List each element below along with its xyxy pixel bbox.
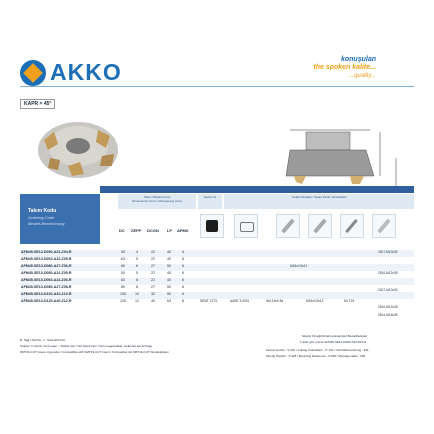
part-2: AM-16x0.5d	[266, 299, 284, 303]
row-z: 5	[136, 271, 138, 275]
dims-header-sub: Dimensions (mm) / Abmessung (mm)	[132, 199, 182, 203]
row-dc: 125	[120, 299, 126, 303]
dims-header	[118, 194, 196, 209]
insert-header: Kesici Uç	[198, 194, 222, 209]
ordering-code-sub2: Bestell-Bezeichnung	[28, 221, 65, 226]
row-lf: 40	[167, 278, 171, 282]
row-dcon: 27	[151, 264, 155, 268]
ordering-code-title: Takım Kodu	[28, 208, 57, 214]
row-dcon: 40	[151, 299, 155, 303]
row-code: AFM45-SE13-D050-A22-Z05-R	[21, 271, 72, 275]
row-z: 10	[135, 292, 139, 296]
row-apmx: 6	[182, 271, 184, 275]
row-lf: 50	[167, 264, 171, 268]
row-lf: 63	[167, 299, 171, 303]
row-dcon: 32	[151, 292, 155, 296]
row-apmx: 6	[182, 299, 184, 303]
row-z: 6	[136, 278, 138, 282]
row-dcon: 22	[151, 271, 155, 275]
insert-code: SEMT 13T3..	[200, 299, 219, 303]
header-rule	[20, 86, 414, 87]
screw-3: 2407-M10x30	[378, 288, 398, 292]
row-dcon: 22	[151, 257, 155, 261]
header-band	[100, 186, 414, 193]
row-lf: 40	[167, 271, 171, 275]
row-z: 5	[136, 257, 138, 261]
footer-example-title: Sipariş Örneği/Ordering Example/ Bestellbeispiel	[302, 334, 367, 338]
bolt-icon	[372, 214, 396, 238]
slogan-line2: the spoken kalite...	[313, 64, 376, 71]
screw-1: 2407-M10x30	[378, 250, 398, 254]
key-icon	[340, 214, 364, 238]
row-dc: 50	[121, 271, 125, 275]
ordering-code-sub1: Ordering Code	[28, 215, 55, 220]
col-dc: DC	[119, 228, 125, 233]
row-dcon: 22	[151, 278, 155, 282]
row-code: AFM45-SE13-D125-A40-Z12-R	[21, 299, 72, 303]
table-row[interactable]	[20, 250, 414, 257]
row-dc: 63	[121, 278, 125, 282]
brand-mark-icon	[20, 60, 46, 86]
cutter-image	[28, 110, 128, 182]
row-lf: 40	[167, 250, 171, 254]
slogan-line1: konuşulan	[340, 56, 376, 63]
slogan-line3: ...quality...	[349, 73, 376, 79]
part-3: M15x0.5x12	[306, 299, 324, 303]
col-lf: LF	[167, 228, 172, 233]
part-5: M15x0.5x11	[290, 264, 308, 268]
brand-logo	[20, 59, 122, 86]
row-apmx: 6	[182, 257, 184, 261]
table-row[interactable]	[20, 278, 414, 285]
row-code: AFM45-SE13-D063-A22-Z05-R	[21, 257, 72, 261]
row-code: AFM45-SE13-D080-A27-Z08-R	[21, 285, 72, 289]
row-z: 8	[136, 285, 138, 289]
row-apmx: 6	[182, 278, 184, 282]
row-lf: 50	[167, 292, 171, 296]
row-apmx: 6	[182, 285, 184, 289]
dims-header-title: Takım Ölçüleri (mm)	[143, 195, 171, 199]
table-row[interactable]	[20, 292, 414, 299]
table-row[interactable]	[20, 264, 414, 271]
row-dc: 50	[121, 250, 125, 254]
row-code: AFM45-SE13-D100-A32-Z10-R	[21, 292, 72, 296]
row-dc: 80	[121, 264, 125, 268]
footer-cutting: Kesme Hızları : S.331 / Cutting Calculation : P. 331 / Schnittberechnung : 331	[266, 348, 369, 352]
screw-icon	[276, 214, 300, 238]
screw-5: 2514-M16x35	[378, 313, 398, 317]
row-code: AFM45-SE13-D063-A22-Z06-R	[21, 278, 72, 282]
footer-mounting: Montaj Ölçüleri : S.328 / Mounting Reference : P.328 / Montagemaße : 328	[266, 354, 366, 358]
row-dc: 80	[121, 285, 125, 289]
insert-icon	[200, 214, 224, 238]
row-lf: 40	[167, 257, 171, 261]
ordering-code-header	[20, 194, 100, 244]
row-code: AFM45-SE13-D080-A27-Z06-R	[21, 264, 72, 268]
screw-icon-2	[308, 214, 332, 238]
brand-slogan	[313, 56, 376, 80]
row-dc: 63	[121, 257, 125, 261]
row-lf: 50	[167, 285, 171, 289]
brand-name: AKKO	[50, 59, 122, 85]
part-1: AASE 3-0001	[230, 299, 250, 303]
row-apmx: 6	[182, 250, 184, 254]
wedge-icon	[234, 214, 258, 238]
footer-note-3: SMT19-CUT Insere Uygundur / Compatible with SMT19-CUT Insert / Kompatibel mit SMT19-CUT Wendeplatten	[20, 350, 169, 354]
col-zefp: ZEFP	[131, 228, 142, 233]
screw-4: 2510-M12x35	[378, 305, 398, 309]
col-dcon: DCON	[147, 228, 159, 233]
row-z: 4	[136, 250, 138, 254]
row-dc: 100	[120, 292, 126, 296]
footer-note-2: Stokta / In Stock / Auf Lager ○ Stokta Yok / Not Stock Item / Kein Lagerartikel: Lieferzeit auf Anfrage	[20, 344, 153, 348]
row-z: 6	[136, 264, 138, 268]
footer-example: 1 adet göv. insere AFM45-SE13-D050-A22-Z04-R	[300, 340, 367, 344]
row-apmx: 6	[182, 264, 184, 268]
row-z: 12	[135, 299, 139, 303]
row-apmx: 6	[182, 292, 184, 296]
part-4: 60-T15	[344, 299, 355, 303]
row-dcon: 22	[151, 250, 155, 254]
col-apmx: APMX	[177, 228, 189, 233]
row-code: AFM45-SE13-D050-A22-Z04-R	[21, 250, 72, 254]
screw-2: 2510-M12x35	[378, 271, 398, 275]
footer-note-1: R: Sağ / Rechts - L: Sol/Left/Links	[20, 338, 66, 342]
row-dcon: 27	[151, 285, 155, 289]
angle-label: KAPR = 45°	[20, 99, 55, 109]
spare-parts-header: Yedek Parçalar / Spare Parts / Ersatzteile	[224, 194, 414, 209]
